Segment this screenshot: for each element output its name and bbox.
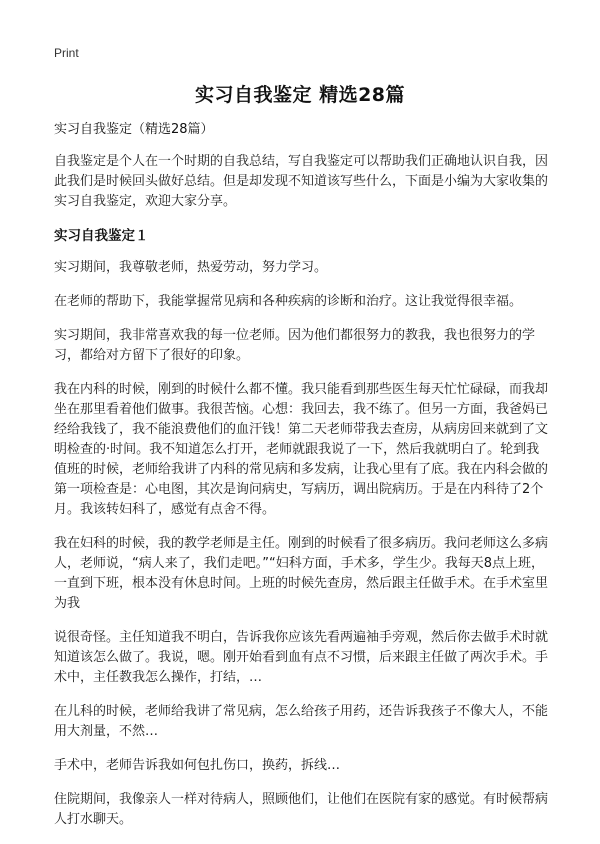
section-heading: 实习自我鉴定１: [54, 228, 149, 244]
intro-paragraph: 自我鉴定是个人在一个时期的自我总结，写自我鉴定可以帮助我们正确地认识自我，因此我们是时候回头做好总结。但是却发现不知道该写些什么，下面是小编为大家收集的实习自我鉴定，欢迎大家分享。: [54, 154, 549, 209]
paragraph-4: 我在内科的时候，刚到的时候什么都不懂。我只能看到那些医生每天忙忙碌碌，而我却坐在那里看着他们做事。我很苦恼。心想：我回去，我不练了。但另一方面，我爸妈已经给我钱了，我不能浪费他们的血汗钱！第二天老师带我去查房，从病房回来就到了文明检查的·时间。我不知道怎么打开，老师就跟我说了一下，然后我就明白了。轮到我值班的时候，老师给我讲了内科的常见病和多发病，让我心里有了底。我在内科会做的第一项检查是：心电图，其次是询问病史，写病历，调出院病历。于是在内科待了2个月。我该转妇科了，感觉有点舍不得。: [54, 382, 549, 517]
page-title: 实习自我鉴定 精选28篇: [194, 84, 406, 106]
paragraph-2: 在老师的帮助下，我能掌握常见病和各种疾病的诊断和治疗。这让我觉得很幸福。: [54, 294, 523, 309]
paragraph-3: 实习期间，我非常喜欢我的每一位老师。因为他们都很努力的教我，我也很努力的学习，都给对方留下了很好的印象。: [54, 328, 536, 363]
paragraph-7: 在儿科的时候，老师给我讲了常见病，怎么给孩子用药，还告诉我孩子不像大人，不能用大剂量，不然…: [54, 704, 549, 739]
paragraph-5: 我在妇科的时候，我的教学老师是主任。刚到的时候看了很多病历。我问老师这么多病人，老师说，“病人来了，我们走吧。”“妇科方面，手术多，学生少。我每天8点上班，一直到下班，根本没有休息时间。上班的时候先查房，然后跟主任做手术。在手术室里为我: [54, 536, 549, 611]
paragraph-8: 手术中，老师告诉我如何包扎伤口，换药，拆线…: [54, 758, 341, 773]
paragraph-9: 住院期间，我像亲人一样对待病人，照顾他们，让他们在医院有家的感觉。有时候帮病人打水聊天。: [54, 792, 549, 827]
print-label: Print: [54, 46, 79, 60]
paragraph-1: 实习期间，我尊敬老师，热爱劳动，努力学习。: [54, 260, 328, 275]
document-subtitle: 实习自我鉴定（精选28篇）: [54, 122, 214, 137]
document-body: [54, 120, 550, 844]
paragraph-6: 说很奇怪。主任知道我不明白，告诉我你应该先看两遍袖手旁观，然后你去做手术时就知道该怎么做了。我说，嗯。刚开始看到血有点不习惯，后来跟主任做了两次手术。手术中，主任教我怎么操作，打结，…: [54, 630, 549, 685]
